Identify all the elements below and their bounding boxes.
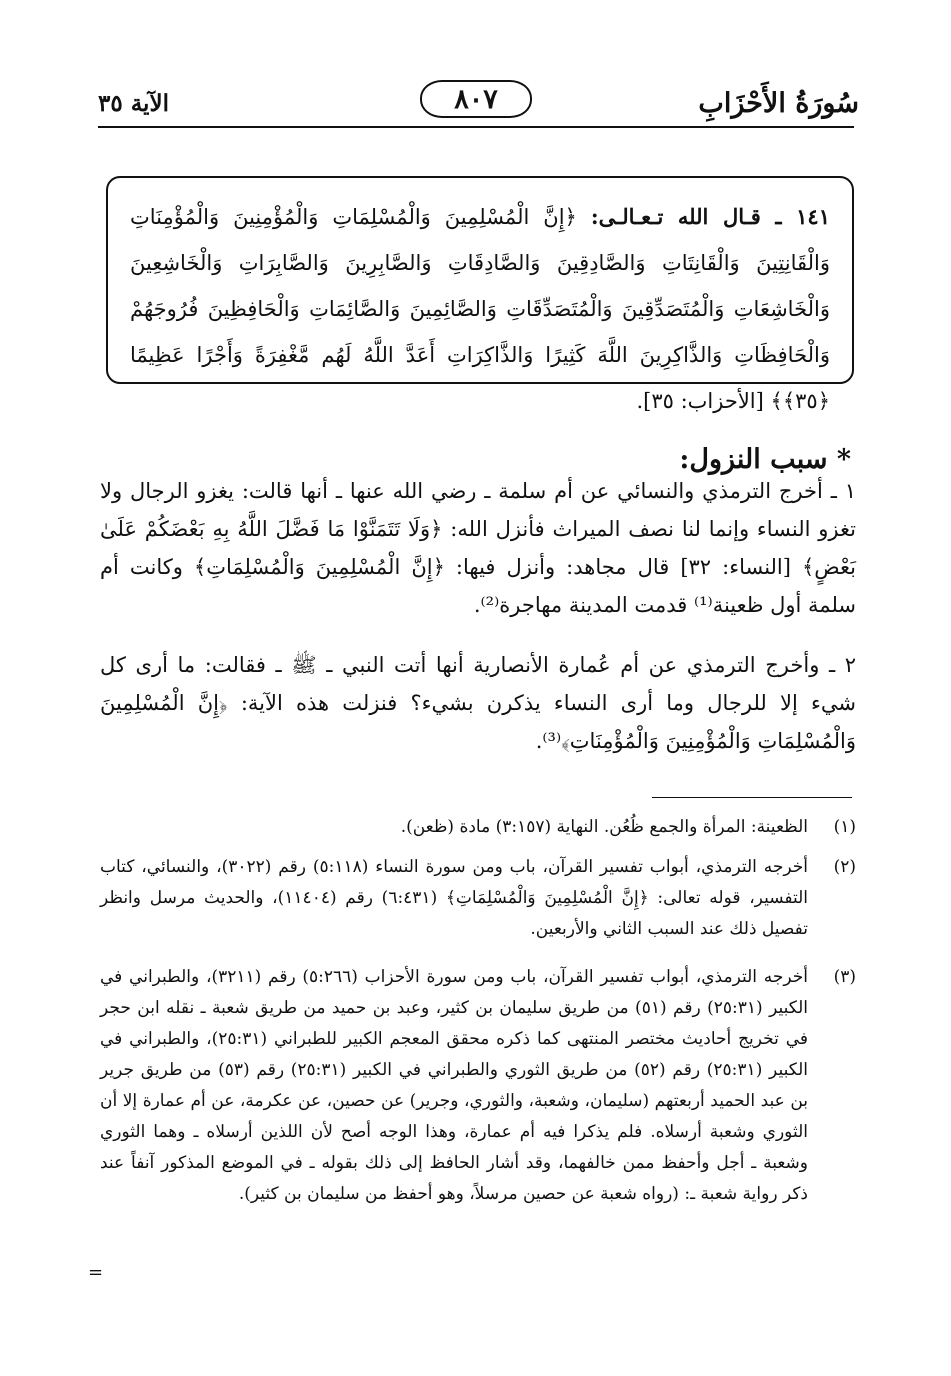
verse-intro: ١٤١ ـ قـال الله تـعـالـى: (590, 204, 830, 229)
footnote-divider (652, 797, 852, 798)
paragraph-2: ٢ ـ وأخرج الترمذي عن أم عُمارة الأنصارية أنها أتت النبي ـ ﷺ ـ فقالت: ما أرى كل شيء إلا للرجال وما أرى النساء يذكرن بشيء؟ فنزلت هذه الآية: ﴿إِنَّ الْمُسْلِمِينَ وَالْمُسْلِمَاتِ وَالْمُؤْمِنِينَ وَالْمُؤْمِنَاتِ﴾⁽³⁾. (100, 653, 856, 753)
header-divider (98, 126, 854, 128)
paragraph-1: ١ ـ أخرج الترمذي والنسائي عن أم سلمة ـ رضي الله عنها ـ أنها قالت: يغزو الرجال ولا تغزو النساء وإنما لنا نصف الميراث فأنزل الله: ﴿وَلَا تَتَمَنَّوْا مَا فَضَّلَ اللَّهُ بِهِ بَعْضَكُمْ عَلَىٰ بَعْضٍ﴾ [النساء: ٣٢] قال مجاهد: وأنزل فيها: ﴿إِنَّ الْمُسْلِمِينَ وَالْمُسْلِمَاتِ﴾ وكانت أم سلمة أول ظعينة⁽¹⁾ قدمت المدينة مهاجرة⁽²⁾. (100, 479, 856, 617)
footnote (100, 962, 856, 1210)
continuation-mark: = (88, 1262, 104, 1283)
footnote-number: (٢) (833, 857, 856, 877)
quran-verse-box (106, 176, 854, 413)
page-number: ٨٠٧ (454, 83, 498, 115)
surah-title: سُورَةُ الأَحْزَابِ (698, 88, 859, 119)
footnote (100, 852, 856, 945)
footnote-number: (٣) (833, 967, 856, 987)
footnote (100, 812, 856, 843)
verse-body: ﴿إِنَّ الْمُسْلِمِينَ وَالْمُسْلِمَاتِ وَالْمُؤْمِنِينَ وَالْمُؤْمِنَاتِ وَالْقَانِتِينَ وَالْقَانِتَاتِ وَالصَّادِقِينَ وَالصَّادِقَاتِ وَالصَّابِرِينَ وَالصَّابِرَاتِ وَالْخَاشِعِينَ وَالْخَاشِعَاتِ وَالْمُتَصَدِّقِينَ وَالْمُتَصَدِّقَاتِ وَالصَّائِمِينَ وَالصَّائِمَاتِ وَالْحَافِظِينَ فُرُوجَهُمْ وَالْحَافِظَاتِ وَالذَّاكِرِينَ اللَّهَ كَثِيرًا وَالذَّاكِرَاتِ أَعَدَّ اللَّهُ لَهُم مَّغْفِرَةً وَأَجْرًا عَظِيمًا ﴿٣٥﴾﴾ (130, 205, 830, 413)
footnote-text: الظعينة: المرأة والجمع ظُعُن. النهاية (٣:١٥٧) مادة (ظعن). (400, 817, 808, 837)
footnote-text: أخرجه الترمذي، أبواب تفسير القرآن، باب ومن سورة الأحزاب (٥:٢٦٦) رقم (٣٢١١)، والطبراني في الكبير (٢٥:٣١) رقم (٥١) من طريق سليمان بن كثير، وعبد بن حميد من طريق شعبة ـ نقله ابن حجر في تخريج أحاديث مختصر المنتهى كما ذكره محقق المعجم الكبير للطبراني (٢٥:٣١)، والطبراني في الكبير (٢٥:٣١) رقم (٥٢) من طريق الثوري والطبراني في الكبير (٢٥:٣١) رقم (٥٣) من طريق جرير بن عبد الحميد أربعتهم (سليمان، وشعبة، والثوري، وجرير) عن حصين، عن عكرمة، عن أم عمارة إلا أن الثوري وشعبة أرسلاه. فلم يذكرا فيه أم عمارة، وهذا الوجه أصح لأن اللذين أرسلاه ـ وهما الثوري وشعبة ـ أجل وأحفظ ممن خالفهما، وقد أشار الحافظ إلى ذلك بقوله ـ في الموضع المذكور آنفاً عند ذكر رواية شعبة ـ: (رواه شعبة عن حصين مرسلاً، وهو أحفظ من سليمان بن كثير). (100, 967, 808, 1204)
section-heading: * سبب النزول: (679, 444, 851, 475)
ayah-label: الآية ٣٥ (98, 90, 169, 117)
quran-verse-text (130, 194, 830, 424)
page-number-badge (420, 80, 532, 118)
footnote-text: أخرجه الترمذي، أبواب تفسير القرآن، باب ومن سورة النساء (٥:١١٨) رقم (٣٠٢٢)، والنسائي، كتاب التفسير، قوله تعالى: ﴿إِنَّ الْمُسْلِمِينَ وَالْمُسْلِمَاتِ﴾ (٦:٤٣١) رقم (١١٤٠٤)، والحديث مرسل وانظر تفصيل ذلك عند السبب الثاني والأربعين. (100, 857, 809, 939)
footnote-number: (١) (833, 817, 856, 837)
verse-reference: [الأحزاب: ٣٥]. (636, 389, 764, 413)
